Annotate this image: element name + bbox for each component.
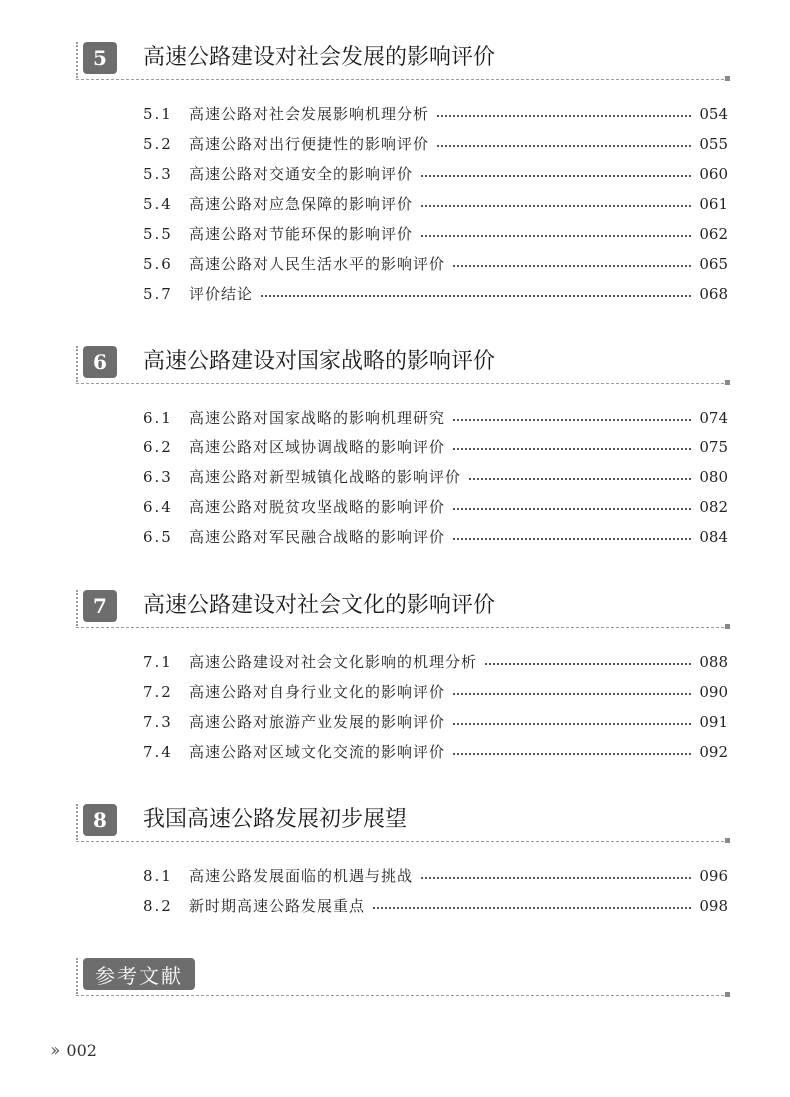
section-number: 5.6	[143, 255, 173, 273]
dot-leader	[453, 753, 691, 755]
toc-entry-5-4[interactable]	[143, 192, 728, 216]
references-header[interactable]	[76, 958, 730, 998]
dot-leader	[261, 295, 691, 297]
toc-entry-6-5[interactable]	[143, 525, 728, 549]
section-number: 6.3	[143, 468, 173, 486]
section-number: 6.4	[143, 498, 173, 516]
chapter-5-header	[76, 42, 730, 82]
section-number: 5.3	[143, 165, 173, 183]
section-title: 高速公路对节能环保的影响评价	[189, 225, 414, 243]
page-number: 084	[699, 528, 728, 546]
chapter-number-badge: 5	[83, 42, 117, 74]
divider	[76, 841, 724, 842]
dot-leader	[437, 145, 691, 147]
section-number: 5.1	[143, 105, 173, 123]
section-number: 5.5	[143, 225, 173, 243]
section-title: 高速公路对社会发展影响机理分析	[189, 105, 430, 123]
dot-leader	[485, 663, 691, 665]
dot-leader	[453, 508, 691, 510]
dot-leader	[453, 538, 691, 540]
section-title: 高速公路对人民生活水平的影响评价	[189, 255, 446, 273]
page-number: 054	[699, 105, 728, 123]
toc-entry-5-6[interactable]	[143, 252, 728, 276]
dot-leader	[421, 877, 691, 879]
page-number: 092	[699, 743, 728, 761]
toc-entry-8-1[interactable]	[143, 864, 728, 888]
dot-leader	[453, 723, 691, 725]
toc-entry-5-7[interactable]	[143, 282, 728, 306]
references-label: 参考文献	[83, 958, 195, 990]
section-title: 高速公路建设对社会文化影响的机理分析	[189, 653, 478, 671]
page-number: 062	[699, 225, 728, 243]
page-number: 082	[699, 498, 728, 516]
section-title: 高速公路对交通安全的影响评价	[189, 165, 414, 183]
section-title: 高速公路对自身行业文化的影响评价	[189, 683, 446, 701]
page-number: 091	[699, 713, 728, 731]
page-number: 098	[699, 897, 728, 915]
section-number: 5.2	[143, 135, 173, 153]
section-number: 7.3	[143, 713, 173, 731]
dot-leader	[469, 478, 691, 480]
chapter-title: 高速公路建设对社会发展的影响评价	[143, 45, 496, 70]
section-title: 高速公路对区域协调战略的影响评价	[189, 438, 446, 456]
toc-entry-7-3[interactable]	[143, 710, 728, 734]
dot-leader	[453, 265, 691, 267]
section-number: 7.1	[143, 653, 173, 671]
dot-leader	[437, 115, 691, 117]
section-number: 8.1	[143, 867, 173, 885]
divider	[76, 79, 724, 80]
divider-end-marker	[725, 76, 730, 81]
divider	[76, 346, 78, 382]
chapter-title: 高速公路建设对社会文化的影响评价	[143, 593, 496, 618]
chapter-number-badge: 8	[83, 804, 117, 836]
chapter-6-header	[76, 346, 730, 386]
section-number: 8.2	[143, 897, 173, 915]
divider	[76, 590, 78, 626]
section-title: 高速公路对军民融合战略的影响评价	[189, 528, 446, 546]
divider	[76, 804, 78, 840]
divider	[76, 995, 724, 996]
page-footer	[50, 1038, 97, 1062]
section-number: 5.4	[143, 195, 173, 213]
chapter-title: 高速公路建设对国家战略的影响评价	[143, 349, 496, 374]
page-number: 065	[699, 255, 728, 273]
chapter-7-header	[76, 590, 730, 630]
section-number: 6.1	[143, 409, 173, 427]
divider-end-marker	[725, 838, 730, 843]
page-number: 090	[699, 683, 728, 701]
section-number: 5.7	[143, 285, 173, 303]
section-title: 高速公路对应急保障的影响评价	[189, 195, 414, 213]
toc-entry-5-1[interactable]	[143, 102, 728, 126]
divider	[76, 42, 78, 78]
double-chevron-right-icon: ››	[50, 1039, 57, 1061]
section-number: 7.2	[143, 683, 173, 701]
dot-leader	[453, 419, 691, 421]
toc-entry-6-3[interactable]	[143, 465, 728, 489]
divider	[76, 627, 724, 628]
section-title: 高速公路发展面临的机遇与挑战	[189, 867, 414, 885]
toc-entry-6-4[interactable]	[143, 495, 728, 519]
section-title: 高速公路对国家战略的影响机理研究	[189, 409, 446, 427]
section-title: 评价结论	[189, 285, 254, 303]
section-title: 高速公路对出行便捷性的影响评价	[189, 135, 430, 153]
toc-entry-5-5[interactable]	[143, 222, 728, 246]
section-title: 高速公路对旅游产业发展的影响评价	[189, 713, 446, 731]
page-number: 075	[699, 438, 728, 456]
page-number: 060	[699, 165, 728, 183]
page-number: 096	[699, 867, 728, 885]
section-title: 新时期高速公路发展重点	[189, 897, 366, 915]
toc-entry-6-2[interactable]	[143, 435, 728, 459]
chapter-8-header	[76, 804, 730, 844]
toc-entry-6-1[interactable]	[143, 406, 728, 430]
divider-end-marker	[725, 624, 730, 629]
section-number: 7.4	[143, 743, 173, 761]
toc-entry-7-4[interactable]	[143, 740, 728, 764]
section-number: 6.2	[143, 438, 173, 456]
chapter-title: 我国高速公路发展初步展望	[143, 807, 408, 832]
toc-entry-8-2[interactable]	[143, 894, 728, 918]
chapter-number-badge: 6	[83, 346, 117, 378]
chapter-number-badge: 7	[83, 590, 117, 622]
section-title: 高速公路对新型城镇化战略的影响评价	[189, 468, 462, 486]
section-number: 6.5	[143, 528, 173, 546]
page-number: 061	[699, 195, 728, 213]
page-number: 055	[699, 135, 728, 153]
section-title: 高速公路对区域文化交流的影响评价	[189, 743, 446, 761]
page-number: 080	[699, 468, 728, 486]
divider	[76, 958, 78, 994]
footer-page-number: 002	[66, 1040, 97, 1060]
dot-leader	[421, 235, 691, 237]
page-number: 074	[699, 409, 728, 427]
page-number: 068	[699, 285, 728, 303]
toc-entry-5-3[interactable]	[143, 162, 728, 186]
toc-entry-7-2[interactable]	[143, 680, 728, 704]
dot-leader	[421, 175, 691, 177]
dot-leader	[453, 448, 691, 450]
dot-leader	[453, 693, 691, 695]
divider-end-marker	[725, 380, 730, 385]
divider	[76, 383, 724, 384]
page-number: 088	[699, 653, 728, 671]
toc-entry-7-1[interactable]	[143, 650, 728, 674]
divider-end-marker	[725, 992, 730, 997]
dot-leader	[373, 907, 691, 909]
section-title: 高速公路对脱贫攻坚战略的影响评价	[189, 498, 446, 516]
dot-leader	[421, 205, 691, 207]
toc-entry-5-2[interactable]	[143, 132, 728, 156]
